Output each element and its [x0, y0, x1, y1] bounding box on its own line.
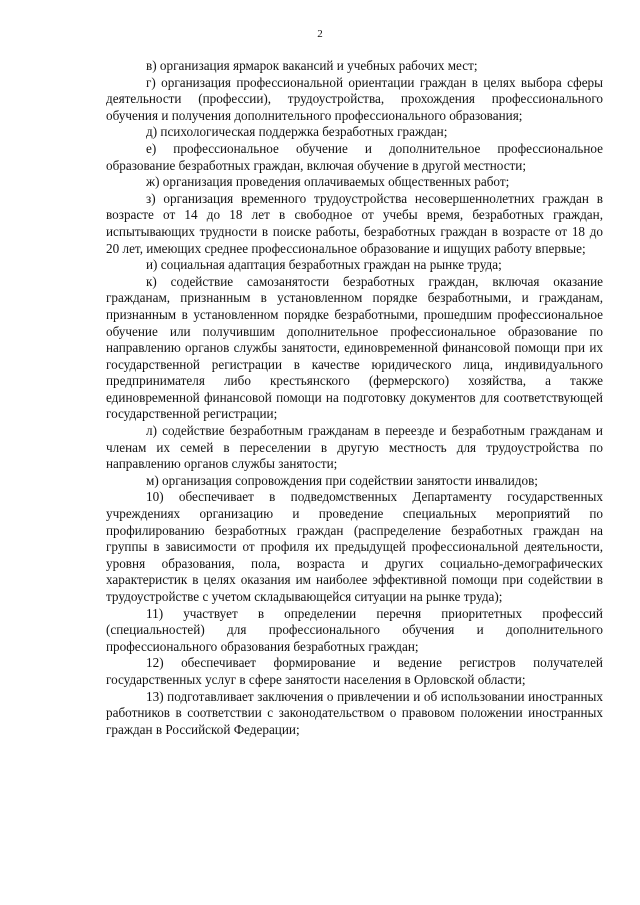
paragraph-v: в) организация ярмарок вакансий и учебных рабочих мест;	[146, 58, 478, 73]
paragraph-g: г) организация профессиональной ориентации граждан в целях выбора сферы деятельности (профессии), трудоустройства, прохождения профессионального обучения и получения дополнительного профессионального образования;	[106, 74, 603, 123]
paragraph-item-11: 11) участвует в определении перечня приоритетных профессий (специальностей) для профессионального обучения и дополнительного профессионального образования безработных граждан;	[106, 605, 603, 654]
paragraph-item-12: 12) обеспечивает формирование и ведение регистров получателей государственных услуг в сфере занятости населения в Орловской области;	[106, 655, 603, 687]
paragraph-d: д) психологическая поддержка безработных граждан;	[146, 124, 448, 140]
document-body	[106, 58, 603, 738]
paragraph-l: л) содействие безработным гражданам в переезде и безработным гражданам и членам их семей в переселении в другую местность для трудоустройства по направлению органов службы занятости;	[106, 423, 603, 472]
paragraph-i: и) социальная адаптация безработных граждан на рынке труда;	[146, 257, 502, 273]
paragraph-e: е) профессиональное обучение и дополнительное профессиональное образование безработных граждан, включая обучение в другой местности;	[106, 140, 603, 173]
paragraph-z: з) организация временного трудоустройства несовершеннолетних граждан в возрасте от 14 до 18 лет в свободное от учебы время, безработных граждан, испытывающих трудности в поиске работы, безработных граждан в возрасте от 18 до 20 лет, имеющих среднее профессиональное образование и ищущих работу впервые;	[106, 190, 603, 256]
paragraph-k: к) содействие самозанятости безработных граждан, включая оказание гражданам, признанным в установленном порядке безработными, и гражданам, признанным в установленном порядке безработными, прошедшим профессиональное обучение или получившим дополнительное профессиональное образование по направлению органов службы занятости, единовременной финансовой помощи при их государственной регистрации в качестве юридического лица, индивидуального предпринимателя либо крестьянского (фермерского) хозяйства, а также единовременной финансовой помощи на подготовку документов для соответствующей государственной регистрации;	[106, 273, 603, 422]
page-number: 2	[317, 28, 323, 40]
paragraph-zh: ж) организация проведения оплачиваемых общественных работ;	[146, 174, 510, 190]
paragraph-item-13: 13) подготавливает заключения о привлечении и об использовании иностранных работников в соответствии с законодательством о правовом положении иностранных граждан в Российской Федерации;	[106, 688, 603, 737]
paragraph-m: м) организация сопровождения при содействии занятости инвалидов;	[146, 472, 538, 488]
paragraph-item-10: 10) обеспечивает в подведомственных Департаменту государственных учреждениях организацию и проведение специальных мероприятий по профилированию безработных граждан (распределение безработных граждан на группы в зависимости от профиля их предыдущей профессиональной деятельности, уровня образования, пола, возраста и других социально-демографических характеристик в целях оказания им наиболее эффективной помощи при содействии в трудоустройстве с учетом складывающейся ситуации на рынке труда);	[106, 489, 603, 604]
